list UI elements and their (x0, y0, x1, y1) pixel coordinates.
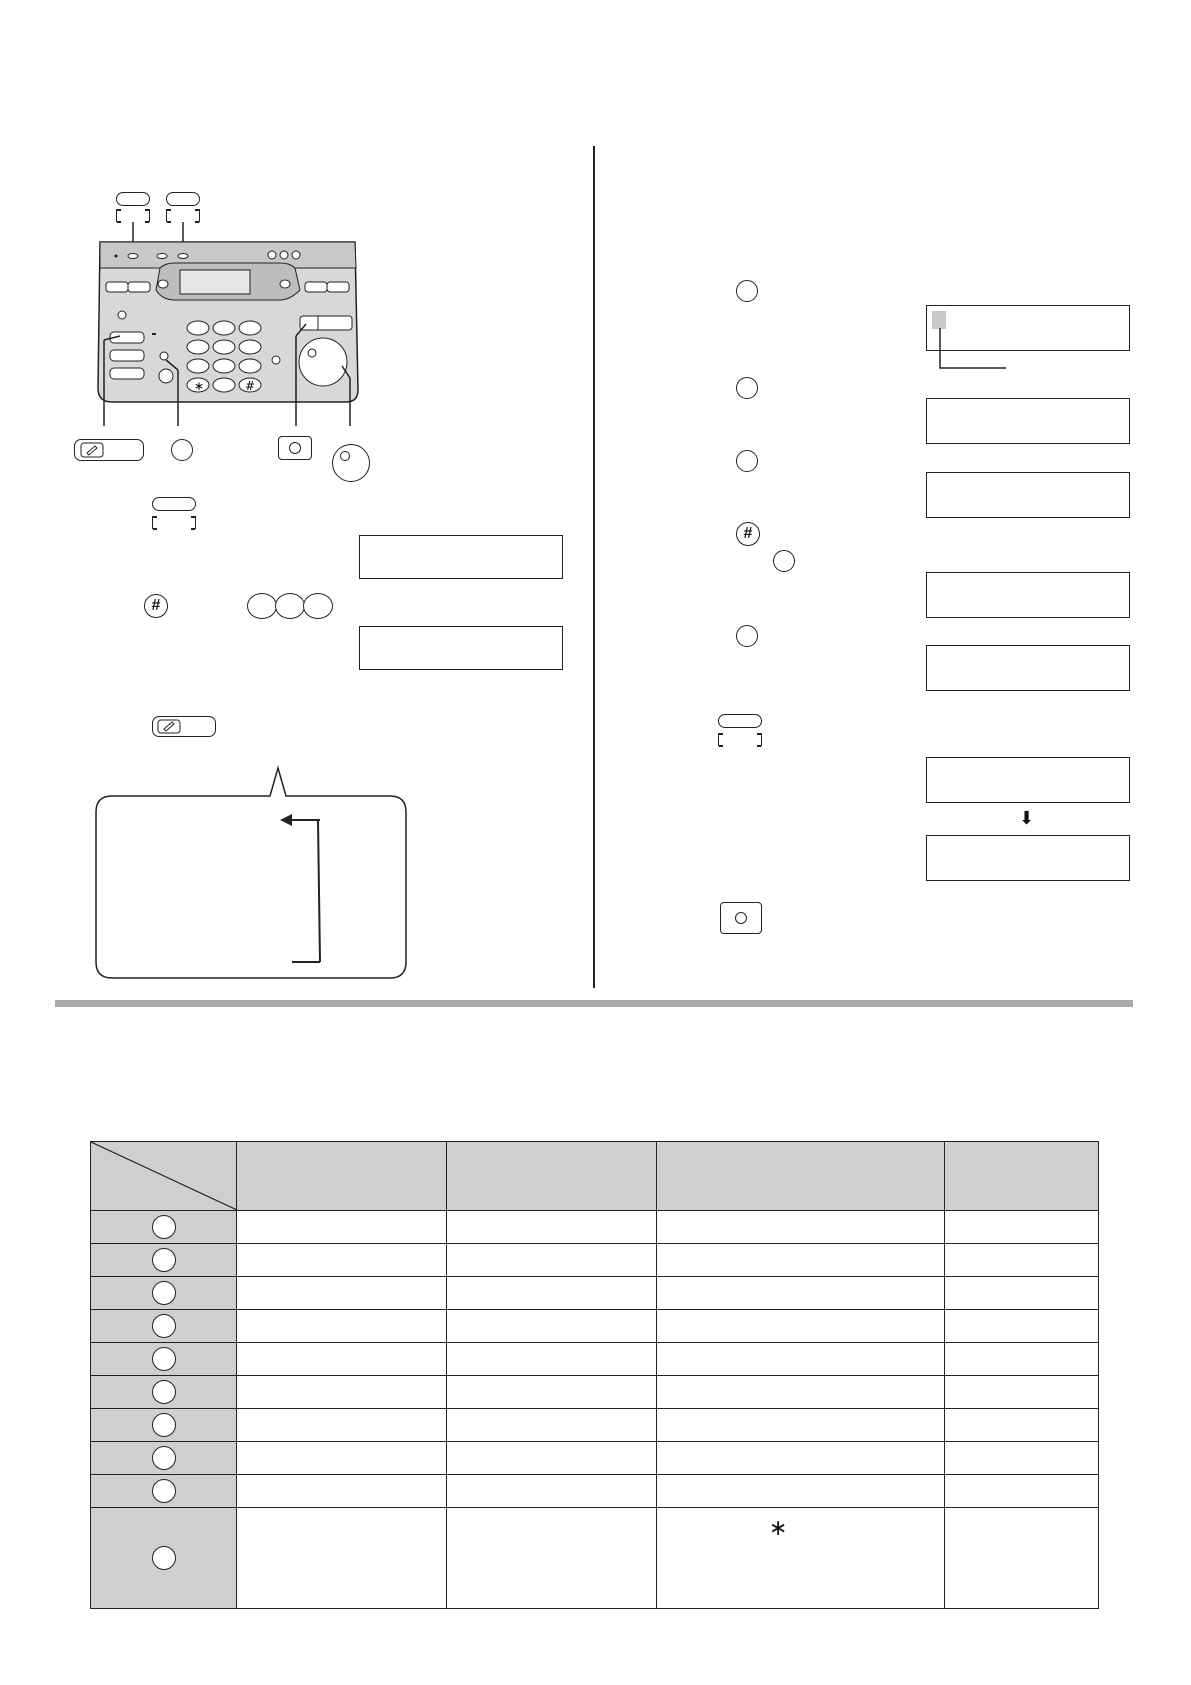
table-cell (945, 1475, 1099, 1508)
right-step7-stop-button[interactable] (720, 902, 762, 934)
table-row (91, 1310, 1099, 1343)
key-cell (91, 1277, 237, 1310)
key-cell (91, 1343, 237, 1376)
table-header-3 (657, 1142, 945, 1211)
key-cell (91, 1211, 237, 1244)
key-cell (91, 1244, 237, 1277)
table-cell (447, 1475, 657, 1508)
table-cell (945, 1277, 1099, 1310)
table-cell (657, 1376, 945, 1409)
number-key-icon (152, 1380, 176, 1404)
table-cell (657, 1409, 945, 1442)
table-cell (447, 1376, 657, 1409)
table-cell (657, 1475, 945, 1508)
table-cell (945, 1211, 1099, 1244)
table-row (91, 1343, 1099, 1376)
diagonal-line (91, 1142, 237, 1210)
table-cell (657, 1310, 945, 1343)
table-cell (237, 1409, 447, 1442)
table-cell (447, 1442, 657, 1475)
table-row (91, 1508, 1099, 1609)
table-header-2 (447, 1142, 657, 1211)
key-cell (91, 1310, 237, 1343)
table-cell-star (657, 1508, 945, 1609)
table-cell (945, 1508, 1099, 1609)
step1-lcd-display (359, 535, 563, 579)
number-key-icon (152, 1347, 176, 1371)
step1-bracket (152, 516, 196, 529)
table-cell (447, 1277, 657, 1310)
pen-icon (79, 441, 105, 459)
table-cell (657, 1244, 945, 1277)
key-cell (91, 1409, 237, 1442)
table-header-row (91, 1142, 1099, 1211)
right-step4-small-key[interactable] (773, 550, 795, 572)
right-step6-bracket (718, 733, 762, 746)
right-step2-lcd (926, 398, 1130, 444)
svg-text:∗: ∗ (194, 379, 205, 393)
section-divider (55, 1000, 1133, 1007)
table-row (91, 1376, 1099, 1409)
table-header-1 (237, 1142, 447, 1211)
number-key-2[interactable] (275, 593, 305, 619)
right-step3-lcd (926, 472, 1130, 518)
table-row (91, 1442, 1099, 1475)
right-step5-lcd (926, 645, 1130, 691)
step1-pill-button[interactable] (152, 497, 196, 511)
stop-button-icon[interactable] (278, 436, 312, 460)
column-divider (593, 146, 595, 988)
jog-dial-icon[interactable] (332, 444, 370, 482)
table-header-4 (945, 1142, 1099, 1211)
right-step6-result-lcd (926, 835, 1130, 881)
table-cell (657, 1277, 945, 1310)
right-step1-key[interactable] (736, 280, 758, 302)
key-cell (91, 1475, 237, 1508)
number-key-icon (152, 1215, 176, 1239)
star-symbol: ∗ (769, 1516, 788, 1541)
key-cell (91, 1442, 237, 1475)
table-cell (945, 1343, 1099, 1376)
cursor-pointer-line (932, 324, 1012, 370)
table-row (91, 1244, 1099, 1277)
hash-key[interactable]: # (144, 594, 168, 618)
number-key-icon (152, 1314, 176, 1338)
table-cell (237, 1211, 447, 1244)
table-cell (447, 1211, 657, 1244)
key-cell (91, 1376, 237, 1409)
number-key-icon (152, 1248, 176, 1272)
key-cell (91, 1508, 237, 1609)
table-cell (447, 1310, 657, 1343)
table-cell (657, 1343, 945, 1376)
table-cell (237, 1277, 447, 1310)
step2-lcd-display (359, 626, 563, 670)
number-key-icon (152, 1446, 176, 1470)
pen-icon (156, 718, 182, 735)
right-step6-pill-button[interactable] (718, 714, 762, 728)
menu-button-icon[interactable] (74, 439, 144, 461)
callout-bubble (94, 762, 410, 982)
right-step6-lcd (926, 757, 1130, 803)
svg-text:#: # (245, 379, 256, 393)
number-key-icon (152, 1546, 176, 1570)
table-cell (447, 1409, 657, 1442)
small-round-button-icon[interactable] (171, 439, 193, 461)
table-cell (447, 1508, 657, 1609)
table-cell (945, 1244, 1099, 1277)
table-cell (237, 1244, 447, 1277)
right-step2-key[interactable] (736, 377, 758, 399)
number-key-icon (152, 1479, 176, 1503)
number-key-icon (152, 1413, 176, 1437)
table-cell (945, 1376, 1099, 1409)
table-row (91, 1277, 1099, 1310)
right-step4-lcd (926, 572, 1130, 618)
right-step3-key[interactable] (736, 450, 758, 472)
table-row (91, 1409, 1099, 1442)
code-table (90, 1141, 1099, 1609)
table-cell (237, 1508, 447, 1609)
table-cell (657, 1211, 945, 1244)
table-cell (447, 1343, 657, 1376)
table-cell (237, 1310, 447, 1343)
number-key-icon (152, 1281, 176, 1305)
table-cell (237, 1343, 447, 1376)
number-key-1[interactable] (247, 593, 277, 619)
right-step4-hash-key[interactable]: # (736, 522, 760, 546)
number-key-3[interactable] (303, 593, 333, 619)
table-cell (237, 1376, 447, 1409)
table-corner-cell (91, 1142, 237, 1211)
table-cell (945, 1409, 1099, 1442)
table-cell (945, 1310, 1099, 1343)
table-cell (657, 1442, 945, 1475)
right-step5-key[interactable] (736, 625, 758, 647)
table-row (91, 1475, 1099, 1508)
down-arrow-icon: ⬇ (1019, 808, 1035, 829)
step3-set-button[interactable] (152, 716, 216, 737)
table-cell (237, 1475, 447, 1508)
table-cell (237, 1442, 447, 1475)
table-cell (447, 1244, 657, 1277)
table-row (91, 1211, 1099, 1244)
table-cell (945, 1442, 1099, 1475)
